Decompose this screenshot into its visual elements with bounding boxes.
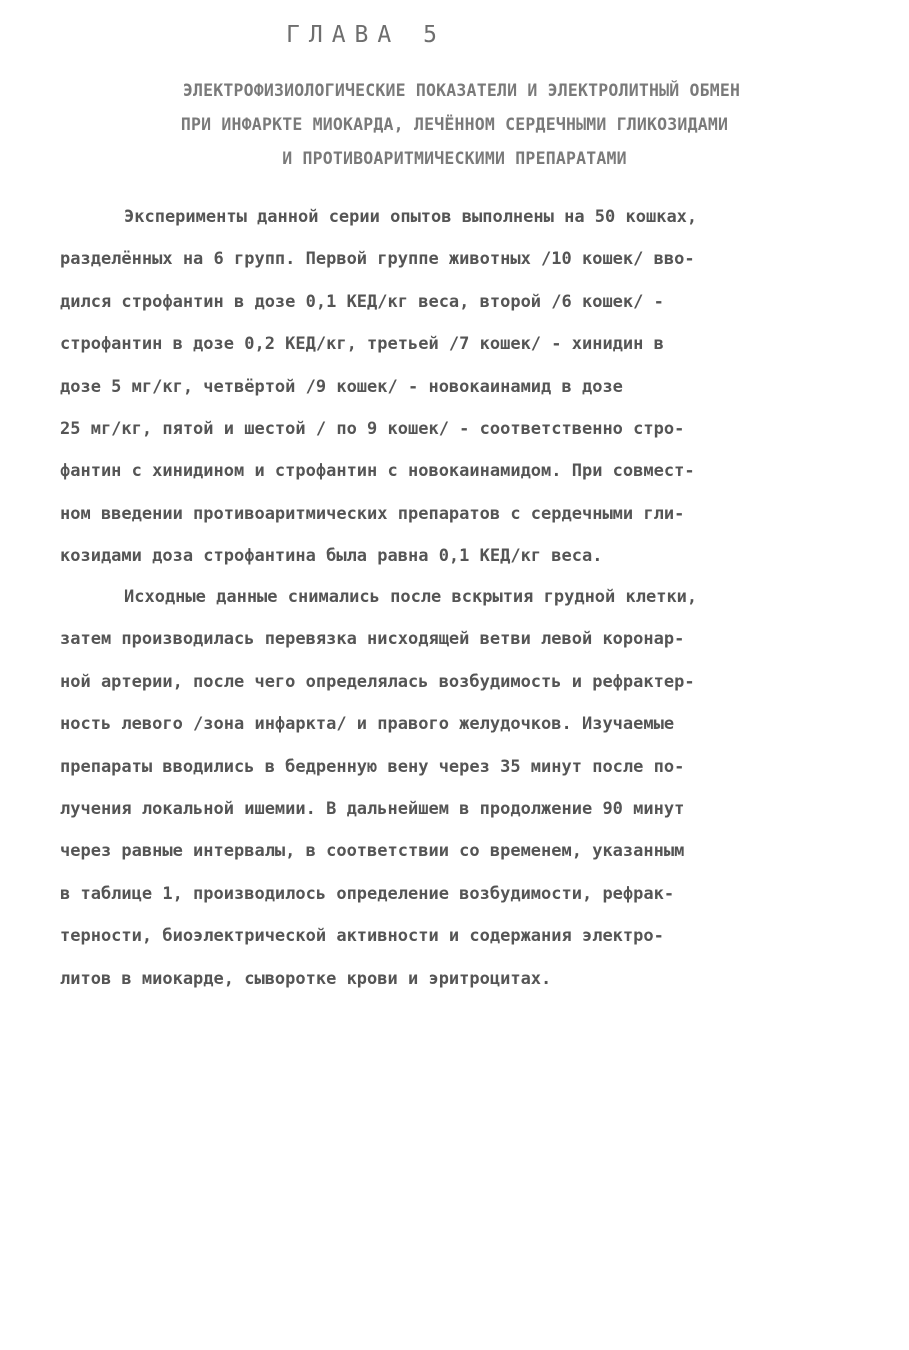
text-line: фантин с хинидином и строфантин с новокаинамидом. При совмест- [60, 461, 695, 482]
text-line: ность левого /зона инфаркта/ и правого желудочков. Изучаемые [60, 714, 675, 735]
heading-line: И ПРОТИВОАРИТМИЧЕСКИМИ ПРЕПАРАТАМИ [282, 149, 627, 168]
paragraph-experiment-groups [60, 196, 860, 578]
text-line: лучения локальной ишемии. В дальнейшем в продолжение 90 минут [60, 799, 685, 820]
heading-line: ЭЛЕКТРОФИЗИОЛОГИЧЕСКИЕ ПОКАЗАТЕЛИ И ЭЛЕКТРОЛИТНЫЙ ОБМЕН [182, 81, 741, 100]
text-line: через равные интервалы, в соответствии со временем, указанным [60, 841, 685, 862]
text-line: ной артерии, после чего определялась возбудимость и рефрактер- [60, 671, 695, 692]
text-line: козидами доза строфантина была равна 0,1 КЕД/кг веса. [60, 546, 603, 567]
text-line: строфантин в дозе 0,2 КЕД/кг, третьей /7 кошек/ - хинидин в [60, 334, 664, 355]
text-line: ном введении противоаритмических препаратов с сердечными гли- [60, 503, 685, 524]
text-line: Исходные данные снимались после вскрытия грудной клетки, [124, 587, 698, 607]
text-line: Эксперименты данной серии опытов выполнены на 50 кошках, [124, 207, 698, 227]
text-line: препараты вводились в бедренную вену через 35 минут после по- [60, 756, 685, 777]
text-line: терности, биоэлектрической активности и содержания электро- [60, 926, 664, 947]
chapter-heading [0, 74, 909, 176]
text-line: дился строфантин в дозе 0,1 КЕД/кг веса, второй /6 кошек/ - [60, 291, 664, 312]
text-line: затем производилась перевязка нисходящей ветви левой коронар- [60, 629, 685, 650]
text-line: в таблице 1, производилось определение возбудимости, рефрак- [60, 883, 675, 904]
text-line: 25 мг/кг, пятой и шестой / по 9 кошек/ - соответственно стро- [60, 419, 685, 440]
paragraph-procedure [60, 576, 860, 1000]
text-line: разделённых на 6 групп. Первой группе животных /10 кошек/ вво- [60, 249, 695, 270]
text-line: дозе 5 мг/кг, четвёртой /9 кошек/ - новокаинамид в дозе [60, 376, 623, 397]
heading-line: ПРИ ИНФАРКТЕ МИОКАРДА, ЛЕЧЁННОМ СЕРДЕЧНЫМИ ГЛИКОЗИДАМИ [180, 115, 729, 134]
chapter-title: ГЛАВА 5 [286, 22, 446, 48]
text-line: литов в миокарде, сыворотке крови и эритроцитах. [60, 968, 552, 989]
